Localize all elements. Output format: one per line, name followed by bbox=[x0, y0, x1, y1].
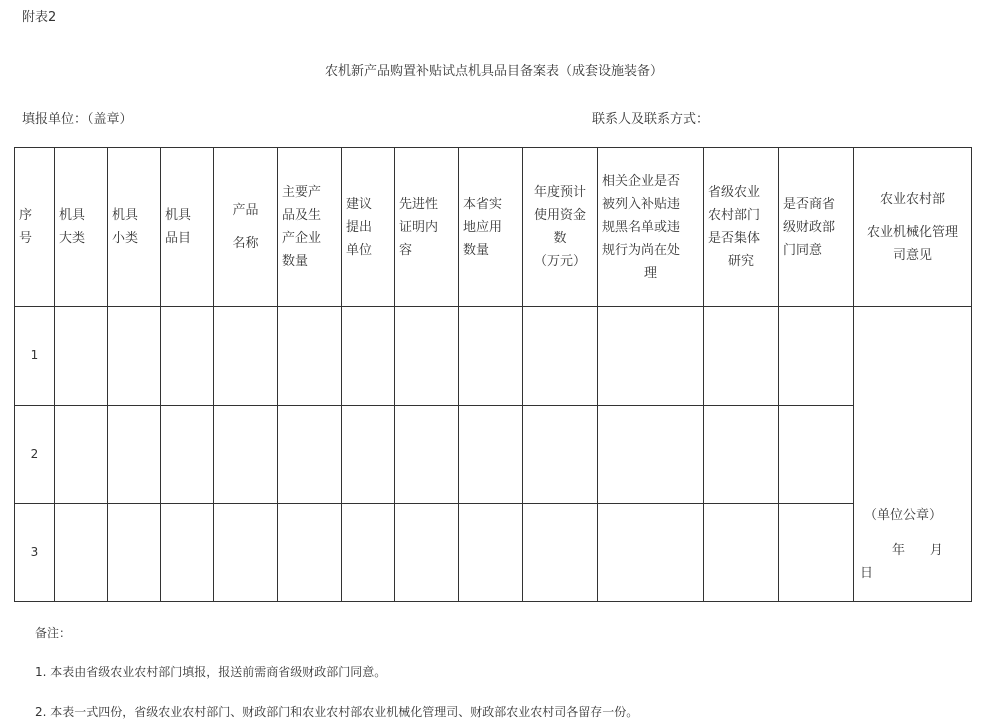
row-number: 2 bbox=[15, 405, 55, 503]
table-cell bbox=[523, 405, 598, 503]
table-cell bbox=[108, 405, 161, 503]
table-cell bbox=[395, 405, 459, 503]
header-collective-study: 省级农业 农村部门 是否集体 研究 bbox=[704, 148, 779, 307]
table-cell bbox=[704, 503, 779, 601]
table-cell bbox=[108, 307, 161, 405]
table-cell bbox=[278, 405, 342, 503]
table-cell bbox=[214, 405, 278, 503]
header-producer-count: 主要产 品及生 产企业 数量 bbox=[278, 148, 342, 307]
attachment-label: 附表2 bbox=[22, 10, 57, 25]
table-cell bbox=[704, 405, 779, 503]
table-cell bbox=[214, 503, 278, 601]
table-cell bbox=[704, 307, 779, 405]
table-cell bbox=[55, 307, 108, 405]
table-cell bbox=[459, 503, 523, 601]
header-row bbox=[15, 148, 972, 307]
filing-table bbox=[14, 147, 972, 602]
table-cell bbox=[55, 405, 108, 503]
table-cell bbox=[459, 307, 523, 405]
header-finance-agree: 是否商省 级财政部 门同意 bbox=[779, 148, 854, 307]
table-cell bbox=[779, 503, 854, 601]
table-cell bbox=[161, 503, 214, 601]
note-item: 1. 本表由省级农业农村部门填报，报送前需商省级财政部门同意。 bbox=[35, 665, 387, 679]
header-proposer: 建议 提出 单位 bbox=[342, 148, 395, 307]
table-cell bbox=[108, 503, 161, 601]
row-number: 1 bbox=[15, 307, 55, 405]
table-cell bbox=[342, 307, 395, 405]
table-cell bbox=[598, 503, 704, 601]
table-cell bbox=[161, 405, 214, 503]
table-cell bbox=[779, 405, 854, 503]
table-cell bbox=[395, 503, 459, 601]
table-cell bbox=[161, 307, 214, 405]
table-cell bbox=[598, 307, 704, 405]
header-product-name: 产品 名称 bbox=[214, 148, 278, 307]
header-ministry-opinion: 农业农村部 农业机械化管理 司意见 bbox=[854, 148, 972, 307]
table-cell bbox=[779, 307, 854, 405]
fill-unit-label: 填报单位：（盖章） bbox=[22, 112, 133, 127]
header-annual-funds: 年度预计 使用资金 数 （万元） bbox=[523, 148, 598, 307]
form-title: 农机新产品购置补贴试点机具品目备案表（成套设施装备） bbox=[324, 64, 663, 79]
header-local-usage: 本省实 地应用 数量 bbox=[459, 148, 523, 307]
table-cell bbox=[342, 405, 395, 503]
contact-label: 联系人及联系方式： bbox=[592, 112, 710, 127]
header-seq: 序 号 bbox=[15, 148, 55, 307]
table-cell bbox=[342, 503, 395, 601]
approval-cell bbox=[854, 307, 972, 602]
table-cell bbox=[523, 503, 598, 601]
table-cell bbox=[459, 405, 523, 503]
table-cell bbox=[395, 307, 459, 405]
table-row bbox=[15, 503, 972, 601]
header-item: 机具 品目 bbox=[161, 148, 214, 307]
seal-placeholder: （单位公章） bbox=[864, 508, 943, 523]
table-cell bbox=[278, 503, 342, 601]
table-cell bbox=[598, 405, 704, 503]
table-cell bbox=[278, 307, 342, 405]
table-cell bbox=[55, 503, 108, 601]
header-advanced-proof: 先进性 证明内 容 bbox=[395, 148, 459, 307]
header-category: 机具 大类 bbox=[55, 148, 108, 307]
table-cell bbox=[214, 307, 278, 405]
header-subcategory: 机具 小类 bbox=[108, 148, 161, 307]
date-year-month: 年 月 bbox=[892, 543, 943, 558]
header-blacklist: 相关企业是否 被列入补贴违 规黑名单或违 规行为尚在处 理 bbox=[598, 148, 704, 307]
date-day: 日 bbox=[860, 566, 874, 581]
table-cell bbox=[523, 307, 598, 405]
table-row bbox=[15, 307, 972, 405]
notes-label: 备注： bbox=[35, 626, 72, 640]
table-row bbox=[15, 405, 972, 503]
note-item: 2. 本表一式四份，省级农业农村部门、财政部门和农业农村部农业机械化管理司、财政部农业农村司各留存一份。 bbox=[35, 705, 639, 719]
row-number: 3 bbox=[15, 503, 55, 601]
